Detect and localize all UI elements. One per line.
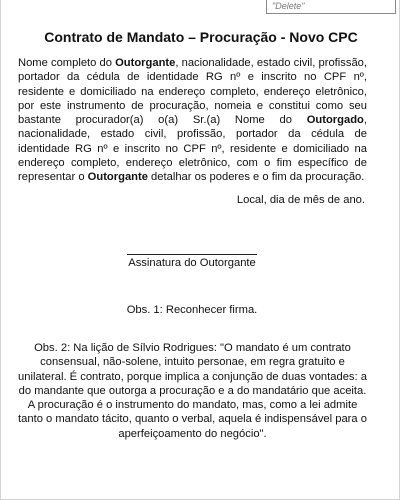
observation-1: Obs. 1: Reconhecer firma. xyxy=(126,304,258,316)
signature-line xyxy=(127,254,257,255)
signature-label: Assinatura do Outorgante xyxy=(128,257,256,269)
observation-2: Obs. 2: Na lição de Sílvio Rodrigues: "O mandato é um contrato consensual, não-solene, intuito personae, em regra gratuito e unilateral. É contrato, porque implica a conjunção de duas vontades: a do mandante que outorga a procuração e a do mandatário que aceita. A procuração é o instrumento do mandato, mas, como a lei admite tanto o mandato tácito, quanto o verbal, aquela é indispensável para o aperfeiçoamento do negócio". xyxy=(18,342,367,440)
outorgante-term: Outorgante xyxy=(87,171,148,184)
outorgado-term: Outorgado xyxy=(306,114,364,127)
paragraph-text-1: Nome completo do xyxy=(18,57,116,69)
paragraph-text-3: , nacionalidade, estado civil, profissão, portador da cédula de identidade RG nº e inscrito no CPF nº, residente e domiciliado na endereço completo, endereço eletrônico, com o fim específico de representar o xyxy=(18,114,367,184)
paragraph-text-2: , nacionalidade, estado civil, profissão, portador da cédula de identidade RG nº e inscrito no CPF nº, residente e domiciliado na endereço completo, endereço eletrônico, por este instrumento de procuração, nomeia e constitui como seu bastante procurador(a) o(a) Sr.(a) Nome do xyxy=(18,57,367,127)
outorgante-term: Outorgante xyxy=(115,57,176,69)
document-title: Contrato de Mandato – Procuração - Novo CPC xyxy=(44,29,358,45)
delete-button[interactable]: "Delete" xyxy=(266,0,396,14)
paragraph-text-4: detalhar os poderes e o fim da procuração. xyxy=(147,171,365,184)
main-paragraph xyxy=(18,56,367,185)
place-date: Local, dia de mês de ano. xyxy=(236,194,365,206)
